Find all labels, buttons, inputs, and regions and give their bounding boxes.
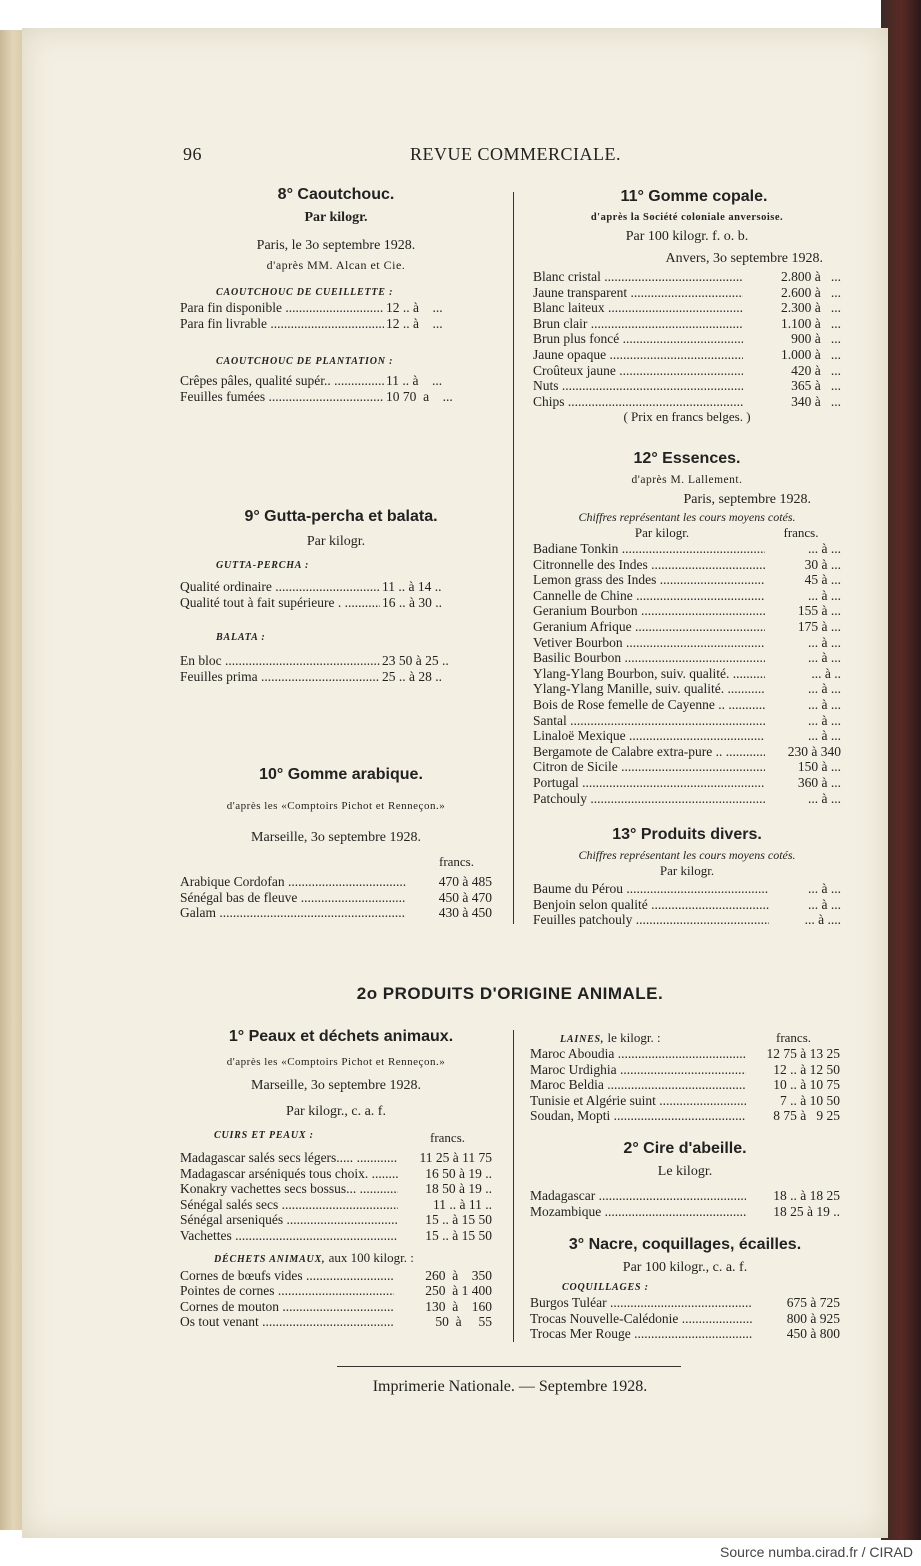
place-date: Paris, le 3o septembre 1928.: [256, 238, 416, 253]
product-name: Maroc Beldia .....: [530, 1077, 746, 1093]
price-list: [533, 881, 841, 928]
section-title: 10° Gomme arabique.: [259, 766, 423, 783]
price: 18 25 à 19 ..: [773, 1203, 840, 1219]
product-name: Chips .....: [533, 394, 743, 410]
table-row: [180, 905, 492, 921]
table-row: [533, 912, 841, 928]
price: ... à ...: [808, 650, 841, 666]
product-name: Feuilles patchouly .....: [533, 912, 769, 928]
table-row: [533, 331, 841, 347]
price: 16 50 à 19 ..: [425, 1165, 492, 1181]
imprint: Imprimerie Nationale. — Septembre 1928.: [372, 1378, 648, 1395]
section-title: 9° Gutta-percha et balata.: [244, 508, 438, 525]
table-row: [180, 1197, 492, 1213]
unit-label: Le kilogr.: [657, 1164, 713, 1179]
table-row: [530, 1108, 840, 1124]
table-row: [533, 269, 841, 285]
place-date: Marseille, 3o septembre 1928.: [251, 830, 421, 845]
price-list: [180, 874, 492, 921]
column-header-row: [533, 525, 841, 541]
product-name: Citronnelle des Indes .....: [533, 557, 765, 573]
table-row: [530, 1188, 840, 1204]
price: ... à ...: [808, 790, 841, 806]
product-name: Blanc cristal .....: [533, 269, 743, 285]
table-row: [533, 713, 841, 729]
product-name: En bloc .....: [180, 653, 380, 669]
price: 15 .. à 15 50: [425, 1212, 492, 1228]
section-caoutchouc: [180, 186, 492, 404]
table-row: [533, 650, 841, 666]
unit-label: Par kilogr.: [306, 534, 366, 549]
price: ... à ...: [808, 696, 841, 712]
price-list: [180, 1150, 492, 1244]
table-row: [180, 1212, 492, 1228]
category-label: CAOUTCHOUC DE PLANTATION :: [216, 356, 394, 368]
price: 2.800 à ...: [781, 269, 841, 284]
price: 10 .. à 10 75: [773, 1077, 840, 1093]
product-name: Brun plus foncé .....: [533, 331, 743, 347]
price: 250 à 1 400: [425, 1283, 492, 1299]
product-name: Benjoin selon qualité .....: [533, 897, 769, 913]
section-gomme-copale: [533, 188, 841, 425]
price: ... à ...: [808, 881, 841, 896]
product-name: Portugal .....: [533, 775, 765, 791]
section-title: 8° Caoutchouc.: [277, 186, 395, 203]
category-label: DÉCHETS ANIMAUX,: [214, 1253, 326, 1265]
table-row: [530, 1062, 840, 1078]
page-number: 96: [183, 144, 202, 164]
table-row: [533, 791, 841, 807]
price-note: ( Prix en francs belges. ): [623, 409, 751, 425]
table-row: [533, 881, 841, 897]
table-row: [533, 394, 841, 410]
price: 1.000 à ...: [781, 346, 841, 362]
unit-label: Par kilogr.: [659, 863, 715, 878]
category-label: CAOUTCHOUC DE CUEILLETTE :: [216, 287, 394, 298]
table-row: [180, 1228, 492, 1244]
price-list: [180, 1268, 492, 1330]
category-suffix: aux 100 kilogr. :: [328, 1249, 414, 1265]
price: 260 à 350: [425, 1267, 492, 1283]
price: ... à ...: [808, 634, 841, 650]
table-row: [180, 1150, 492, 1166]
price: 18 .. à 18 25: [773, 1188, 840, 1203]
price: 12 75 à 13 25: [766, 1046, 840, 1061]
price: 1.100 à ...: [781, 315, 841, 331]
price: ... à ...: [808, 728, 841, 744]
source-credit: Source numba.cirad.fr / CIRAD: [720, 1544, 913, 1560]
product-name: Burgos Tuléar .....: [530, 1295, 752, 1311]
price: 11 .. à ...: [386, 373, 443, 389]
section-peaux: [180, 1028, 492, 1330]
product-name: Blanc laiteux .....: [533, 300, 743, 316]
table-row: [533, 541, 841, 557]
table-row: [533, 347, 841, 363]
price: 10 70 a ...: [386, 388, 453, 404]
price-list: [530, 1295, 840, 1342]
column-header: francs.: [430, 1130, 466, 1145]
table-row: [533, 681, 841, 697]
table-row: [533, 557, 841, 573]
product-name: Trocas Mer Rouge .....: [530, 1326, 752, 1342]
table-row: [180, 653, 492, 669]
table-row: [533, 603, 841, 619]
category-label: CUIRS ET PEAUX :: [214, 1130, 314, 1141]
price-list: [180, 373, 492, 404]
price: ... à ...: [808, 541, 841, 556]
table-row: [533, 619, 841, 635]
product-name: Konakry vachettes secs bossus... .....: [180, 1181, 398, 1197]
price: 12 .. à ...: [386, 300, 443, 315]
table-row: [533, 697, 841, 713]
price: ... à ..: [811, 665, 841, 681]
price: 12 .. à ...: [386, 315, 443, 331]
category-header-row: [180, 1250, 492, 1266]
table-row: [533, 285, 841, 301]
product-name: Madagascar salés secs légers..... .....: [180, 1150, 398, 1166]
product-name: Maroc Aboudia .....: [530, 1046, 746, 1062]
price: 45 à ...: [804, 572, 841, 588]
product-name: Citron de Sicile .....: [533, 759, 765, 775]
price: 15 .. à 15 50: [425, 1227, 492, 1243]
table-row: [533, 759, 841, 775]
table-row: [533, 363, 841, 379]
product-name: Cornes de mouton .....: [180, 1299, 394, 1315]
price: 11 .. à 14 ..: [382, 579, 442, 594]
price-list: [530, 1188, 840, 1219]
product-name: Patchouly .....: [533, 791, 765, 807]
price: 800 à 925: [786, 1310, 840, 1326]
table-row: [533, 775, 841, 791]
price: 230 à 340: [787, 743, 841, 759]
section-title: 1° Peaux et déchets animaux.: [228, 1028, 454, 1045]
table-row: [530, 1295, 840, 1311]
price: 50 à 55: [435, 1314, 492, 1330]
category-header-row: [180, 1130, 492, 1146]
product-name: Arabique Cordofan .....: [180, 874, 406, 890]
source: d'après les «Comptoirs Pichot et Renneçon.»: [226, 800, 446, 812]
product-name: Bois de Rose femelle de Cayenne .. .....: [533, 697, 765, 713]
table-row: [180, 1314, 492, 1330]
table-row: [180, 1181, 492, 1197]
section-title: 11° Gomme copale.: [620, 188, 768, 205]
place-date: Paris, septembre 1928.: [683, 492, 811, 507]
price: 675 à 725: [786, 1295, 840, 1310]
price: ... à ...: [808, 896, 841, 912]
product-name: Qualité tout à fait supérieure . .....: [180, 595, 380, 611]
product-name: Trocas Nouvelle-Calédonie .....: [530, 1311, 752, 1327]
product-name: Mozambique .....: [530, 1204, 746, 1220]
table-row: [180, 579, 492, 595]
table-row: [533, 588, 841, 604]
price: 155 à ...: [797, 603, 841, 619]
unit-label: Par kilogr., c. a. f.: [286, 1104, 386, 1119]
product-name: Sénégal bas de fleuve .....: [180, 890, 406, 906]
source: d'après M. Lallement.: [631, 474, 743, 486]
category-label: COQUILLAGES :: [562, 1282, 649, 1293]
price-list: [180, 653, 492, 684]
product-name: Croûteux jaune .....: [533, 363, 743, 379]
table-row: [533, 300, 841, 316]
product-name: Bergamote de Calabre extra-pure .. .....: [533, 744, 765, 760]
price-note: Chiffres représentant les cours moyens cotés.: [578, 510, 796, 524]
table-row: [180, 669, 492, 685]
product-name: Para fin livrable .....: [180, 316, 384, 332]
product-name: Nuts .....: [533, 378, 743, 394]
product-name: Tunisie et Algérie suint .....: [530, 1093, 746, 1109]
section-title: 12° Essences.: [633, 450, 741, 467]
price-note: Chiffres représentant les cours moyens cotés.: [578, 848, 796, 862]
table-row: [530, 1204, 840, 1220]
price: 450 à 470: [438, 889, 492, 905]
product-name: Jaune transparent .....: [533, 285, 743, 301]
product-name: Maroc Urdighia .....: [530, 1062, 746, 1078]
section-nacre: [530, 1236, 840, 1342]
product-name: Ylang-Ylang Bourbon, suiv. qualité. .....: [533, 666, 765, 682]
section-title: 13° Produits divers.: [612, 826, 762, 843]
product-name: Badiane Tonkin .....: [533, 541, 765, 557]
table-row: [533, 316, 841, 332]
section-laines: [530, 1030, 840, 1124]
price: ... à ...: [808, 712, 841, 728]
table-row: [180, 389, 492, 405]
category-label: GUTTA-PERCHA :: [216, 560, 310, 571]
product-name: Geranium Bourbon .....: [533, 603, 765, 619]
price-list: [533, 541, 841, 806]
product-name: Soudan, Mopti .....: [530, 1108, 746, 1124]
section-produits-divers: [533, 826, 841, 928]
price: 12 .. à 12 50: [773, 1061, 840, 1077]
table-row: [180, 300, 492, 316]
price: 2.600 à ...: [781, 284, 841, 300]
price-list: [180, 300, 492, 331]
table-row: [533, 572, 841, 588]
product-name: Baume du Pérou .....: [533, 881, 769, 897]
price: 130 à 160: [425, 1298, 492, 1314]
column-header: francs.: [783, 525, 819, 540]
section-title: 3° Nacre, coquillages, écailles.: [568, 1236, 802, 1253]
product-name: Qualité ordinaire .....: [180, 579, 380, 595]
product-name: Brun clair .....: [533, 316, 743, 332]
product-name: Ylang-Ylang Manille, suiv. qualité. .....: [533, 681, 765, 697]
product-name: Feuilles prima .....: [180, 669, 380, 685]
table-row: [530, 1046, 840, 1062]
unit-label: Par kilogr.: [634, 525, 690, 540]
price: 450 à 800: [786, 1326, 840, 1342]
section-essences: [533, 450, 841, 806]
table-row: [180, 874, 492, 890]
price: 420 à ...: [791, 362, 841, 378]
table-row: [530, 1077, 840, 1093]
book-binding: [0, 30, 22, 1530]
price: 470 à 485: [438, 874, 492, 889]
product-name: Sénégal salés secs .....: [180, 1197, 398, 1213]
price-list: [533, 269, 841, 409]
section-cire: [530, 1140, 840, 1219]
price: 7 .. à 10 50: [780, 1092, 840, 1108]
source: d'après la Société coloniale anversoise.: [590, 212, 784, 223]
table-row: [530, 1326, 840, 1342]
product-name: Cornes de bœufs vides .....: [180, 1268, 394, 1284]
unit-label: Par 100 kilogr. f. o. b.: [625, 229, 749, 244]
running-title: REVUE COMMERCIALE.: [410, 144, 621, 164]
product-name: Madagascar .....: [530, 1188, 746, 1204]
product-name: Santal .....: [533, 713, 765, 729]
price: 365 à ...: [791, 378, 841, 394]
table-row: [180, 316, 492, 332]
category-header-row: [530, 1030, 840, 1046]
price: 360 à ...: [797, 774, 841, 790]
product-name: Vetiver Bourbon .....: [533, 635, 765, 651]
section-gutta-percha: [180, 508, 492, 684]
product-name: Para fin disponible .....: [180, 300, 384, 316]
column-header: francs.: [438, 854, 474, 869]
section-gomme-arabique: [180, 766, 492, 921]
column-header: francs.: [776, 1030, 812, 1045]
product-name: Os tout venant .....: [180, 1314, 394, 1330]
table-row: [533, 635, 841, 651]
product-name: Galam .....: [180, 905, 406, 921]
product-name: Crêpes pâles, qualité supér.. .....: [180, 373, 384, 389]
price: ... à ...: [808, 587, 841, 603]
price: ... à ...: [808, 681, 841, 697]
table-row: [533, 378, 841, 394]
category-suffix: le kilogr. :: [607, 1030, 661, 1045]
section-title: 2° Cire d'abeille.: [623, 1140, 747, 1157]
price: 175 à ...: [797, 618, 841, 634]
table-row: [180, 1268, 492, 1284]
unit-label: Par kilogr.: [304, 210, 368, 225]
product-name: Madagascar arséniqués tous choix. .....: [180, 1166, 398, 1182]
category-label: LAINES,: [560, 1034, 605, 1045]
column-rule-bottom: [513, 1030, 514, 1342]
place-date: Anvers, 3o septembre 1928.: [665, 251, 823, 266]
price: 16 .. à 30 ..: [382, 594, 442, 610]
column-rule-top: [513, 192, 514, 924]
category-label: BALATA :: [216, 632, 266, 644]
table-row: [180, 890, 492, 906]
product-name: Pointes de cornes .....: [180, 1283, 394, 1299]
table-row: [180, 1299, 492, 1315]
price-list: [180, 579, 492, 610]
source: d'après MM. Alcan et Cie.: [266, 258, 406, 272]
product-name: Basilic Bourbon .....: [533, 650, 765, 666]
place-date: Marseille, 3o septembre 1928.: [251, 1078, 421, 1093]
table-row: [180, 1166, 492, 1182]
price: 30 à ...: [804, 556, 841, 572]
table-row: [180, 595, 492, 611]
table-row: [530, 1093, 840, 1109]
price: 2.300 à ...: [781, 300, 841, 316]
product-name: Sénégal arseniqués .....: [180, 1212, 398, 1228]
price: 8 75 à 9 25: [773, 1108, 840, 1124]
unit-label: Par 100 kilogr., c. a. f.: [622, 1260, 748, 1275]
price: 430 à 450: [438, 905, 492, 921]
price: 150 à ...: [797, 759, 841, 775]
price: 11 25 à 11 75: [419, 1150, 492, 1165]
source: d'après les «Comptoirs Pichot et Renneçon.»: [226, 1056, 446, 1068]
table-row: [180, 1283, 492, 1299]
product-name: Feuilles fumées .....: [180, 389, 384, 405]
table-row: [533, 666, 841, 682]
product-name: Geranium Afrique .....: [533, 619, 765, 635]
price: ... à ....: [804, 912, 841, 928]
table-row: [533, 744, 841, 760]
product-name: Cannelle de Chine .....: [533, 588, 765, 604]
product-name: Lemon grass des Indes .....: [533, 572, 765, 588]
price: 900 à ...: [791, 331, 841, 347]
price: 23 50 à 25 ..: [382, 653, 449, 669]
table-row: [530, 1311, 840, 1327]
part-title: 2o PRODUITS D'ORIGINE ANIMALE.: [356, 984, 664, 1003]
product-name: Jaune opaque .....: [533, 347, 743, 363]
footer-rule: [337, 1366, 681, 1367]
price-list: [530, 1046, 840, 1124]
price: 25 .. à 28 ..: [382, 668, 442, 684]
price: 340 à ...: [791, 393, 841, 409]
table-row: [533, 897, 841, 913]
table-row: [533, 728, 841, 744]
product-name: Linaloë Mexique .....: [533, 728, 765, 744]
price: 18 50 à 19 ..: [425, 1181, 492, 1197]
table-row: [180, 373, 492, 389]
price: 11 .. à 11 ..: [433, 1196, 492, 1212]
product-name: Vachettes .....: [180, 1228, 398, 1244]
